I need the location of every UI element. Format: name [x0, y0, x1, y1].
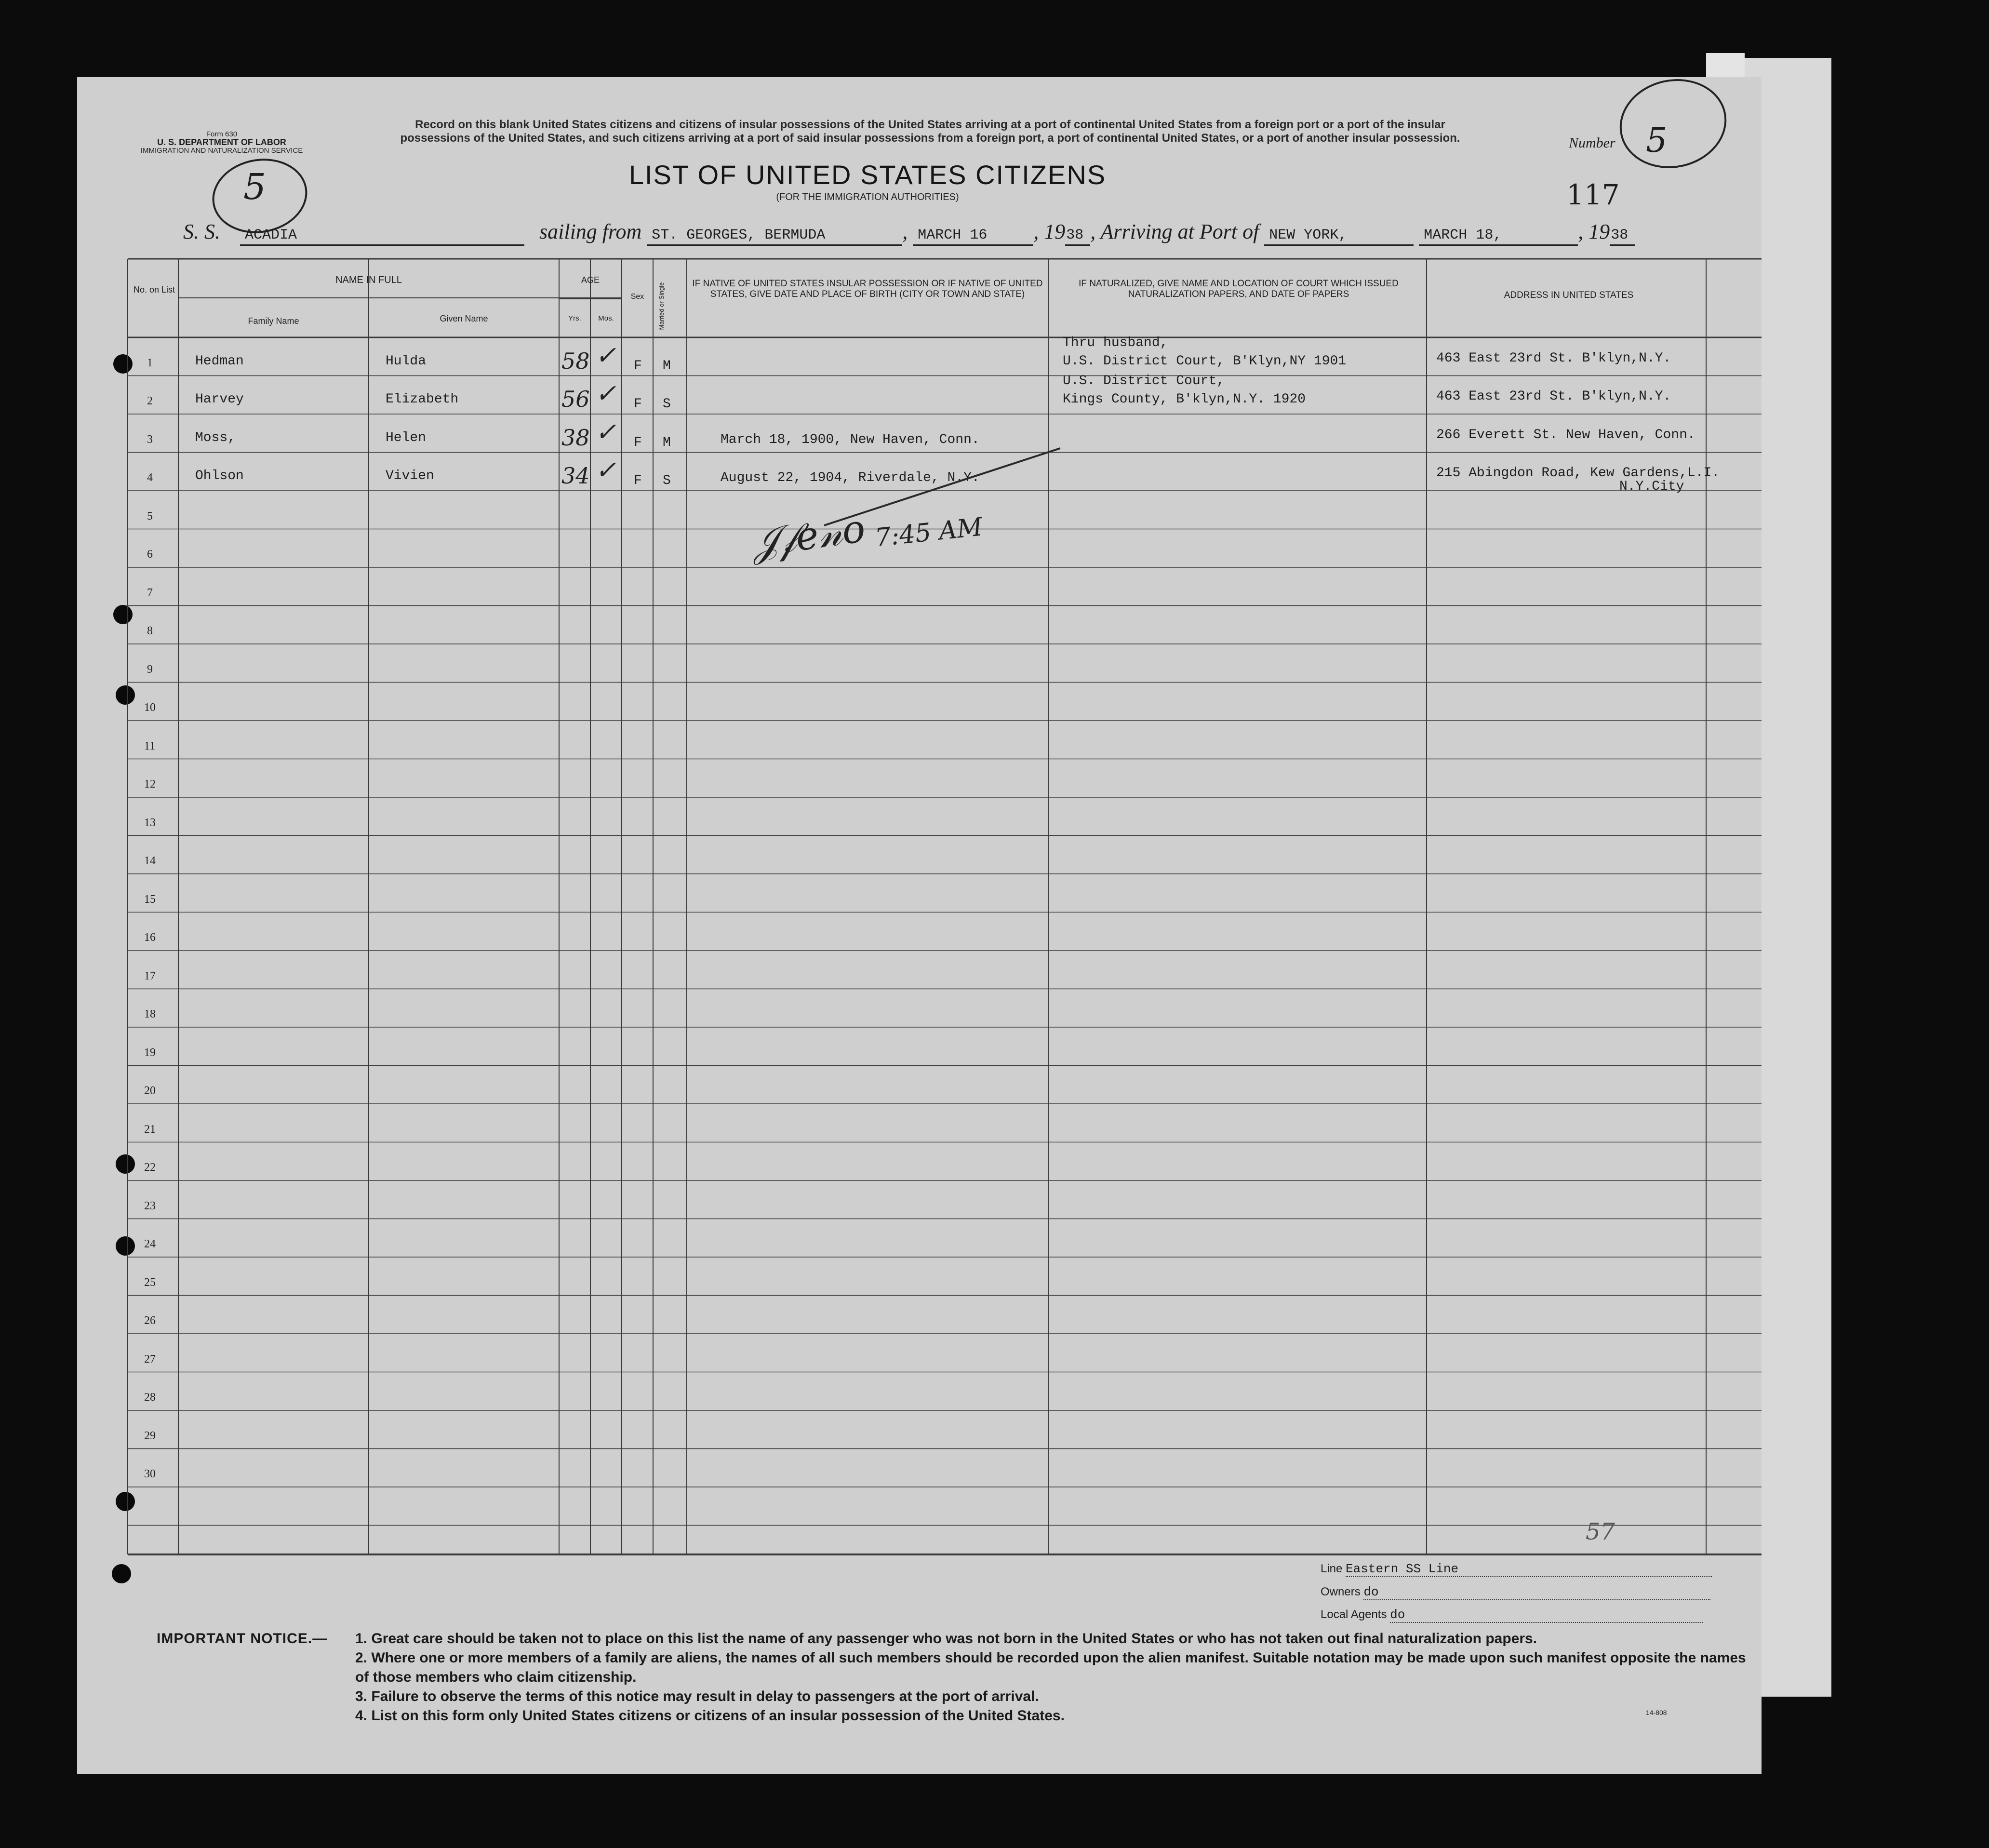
- sailing-label: sailing from: [539, 220, 642, 243]
- header-mos: Mos.: [598, 314, 614, 322]
- row-number: 1: [147, 356, 153, 369]
- address: 463 East 23rd St. B'klyn,N.Y.: [1436, 389, 1671, 404]
- row-number: 30: [144, 1468, 156, 1480]
- notice-heading: IMPORTANT NOTICE.—: [157, 1631, 328, 1647]
- service-name: IMMIGRATION AND NATURALIZATION SERVICE: [140, 147, 303, 155]
- row-number: 21: [144, 1123, 156, 1136]
- check-mark-icon: ✓: [595, 379, 616, 408]
- row-number: 13: [144, 816, 156, 829]
- row-number: 5: [147, 509, 153, 522]
- local-agents-label: Local Agents: [1321, 1608, 1387, 1621]
- page-number: 117: [1566, 178, 1620, 211]
- row-number: 4: [147, 471, 153, 484]
- handwritten-time-note: 7:45 AM: [873, 512, 984, 553]
- line-label: Line: [1321, 1562, 1343, 1575]
- sex: F: [634, 473, 642, 488]
- arriving-label: Arriving at Port of: [1100, 220, 1259, 243]
- header-yrs: Yrs.: [568, 314, 581, 322]
- row-number: 7: [147, 586, 153, 599]
- ss-label: S. S.: [183, 220, 220, 243]
- department-name: U. S. DEPARTMENT OF LABOR: [157, 137, 286, 147]
- arrival-year: 38: [1610, 224, 1635, 246]
- sail-year-prefix: 19: [1044, 220, 1066, 243]
- row-number: 16: [144, 931, 156, 944]
- check-mark-icon: ✓: [595, 456, 616, 485]
- sail-date: MARCH 16: [913, 224, 1033, 246]
- address: 215 Abingdon Road, Kew Gardens,L.I.: [1436, 466, 1720, 481]
- age-years: 56: [561, 386, 590, 412]
- page-title: LIST OF UNITED STATES CITIZENS: [628, 160, 1107, 190]
- number-value: 5: [1646, 121, 1668, 160]
- line-value: Eastern SS Line: [1346, 1562, 1712, 1577]
- sex: F: [634, 435, 642, 450]
- row-number: 6: [147, 548, 153, 561]
- stamp-count: 57: [1586, 1518, 1615, 1545]
- given-name: Vivien: [386, 469, 434, 483]
- handwritten-strike-line: [819, 443, 1070, 540]
- circled-mark: 5: [243, 166, 267, 208]
- row-number: 25: [144, 1276, 156, 1289]
- check-mark-icon: ✓: [595, 341, 616, 370]
- row-number: 18: [144, 1008, 156, 1020]
- row-number: 26: [144, 1314, 156, 1327]
- birth-place: March 18, 1900, New Haven, Conn.: [721, 432, 980, 447]
- marital-status: S: [663, 397, 671, 412]
- row-number: 10: [144, 701, 156, 714]
- local-agents-value: do: [1390, 1607, 1703, 1623]
- notice-item: 2. Where one or more members of a family are aliens, the names of all such members should be recorded upon the alien manifest. Suitable notation may be made upon such manifest opposite the names of those members who claim citizenship.: [355, 1650, 1746, 1685]
- marital-status: M: [663, 435, 671, 450]
- marital-status: M: [663, 358, 671, 374]
- age-years: 34: [561, 463, 590, 489]
- owners-value: do: [1363, 1585, 1710, 1600]
- header-family-name: Family Name: [248, 316, 299, 326]
- header-age: AGE: [581, 275, 600, 285]
- row-number: 27: [144, 1353, 156, 1366]
- row-number: 24: [144, 1238, 156, 1250]
- voyage-line: S. S. ACADIA sailing from ST. GEORGES, BERMUDA , MARCH 16 , 1938 , Arriving at Port of NEW YORK, MARCH 18, , 1938: [183, 219, 1635, 246]
- naturalization-line1: Thru husband,: [1063, 335, 1168, 350]
- given-name: Hulda: [386, 353, 427, 369]
- family-name: Harvey: [195, 392, 244, 407]
- marital-status: S: [663, 473, 671, 488]
- sex: F: [634, 358, 642, 374]
- row-number: 19: [144, 1046, 156, 1059]
- notice-item: 3. Failure to observe the terms of this notice may result in delay to passengers at the port of arrival.: [355, 1688, 1039, 1704]
- row-number: 20: [144, 1085, 156, 1097]
- handwritten-signature: 𝒥𝒻𝑒𝓃𝑜: [749, 506, 868, 566]
- header-no: No. on List: [133, 285, 175, 295]
- family-name: Moss,: [195, 430, 236, 445]
- row-number: 11: [144, 739, 156, 752]
- given-name: Elizabeth: [386, 392, 459, 407]
- row-number: 3: [147, 433, 153, 446]
- sail-year: 38: [1065, 224, 1090, 246]
- naturalization-line2: Kings County, B'klyn,N.Y. 1920: [1063, 392, 1306, 407]
- address: 463 East 23rd St. B'klyn,N.Y.: [1436, 350, 1671, 366]
- address-line2: N.Y.City: [1619, 479, 1684, 494]
- naturalization-line2: U.S. District Court, B'Klyn,NY 1901: [1063, 353, 1347, 369]
- age-years: 38: [561, 424, 590, 451]
- form-number: Form 630: [206, 130, 238, 138]
- from-port: ST. GEORGES, BERMUDA: [647, 224, 902, 246]
- row-number: 29: [144, 1429, 156, 1442]
- header-naturalized: IF NATURALIZED, GIVE NAME AND LOCATION OF COURT WHICH ISSUED NATURALIZATION PAPERS, AND DATE OF PAPERS: [1079, 279, 1399, 299]
- row-number: 17: [144, 969, 156, 982]
- arrival-port: NEW YORK,: [1264, 224, 1414, 246]
- sex: F: [634, 397, 642, 412]
- header-name-in-full: NAME IN FULL: [335, 275, 402, 285]
- address: 266 Everett St. New Haven, Conn.: [1436, 427, 1695, 442]
- naturalization-line1: U.S. District Court,: [1063, 374, 1225, 388]
- arrival-date: MARCH 18,: [1419, 224, 1578, 246]
- page-subtitle: (FOR THE IMMIGRATION AUTHORITIES): [776, 192, 959, 202]
- row-number: 28: [144, 1391, 156, 1404]
- row-number: 14: [144, 855, 156, 867]
- row-number: 12: [144, 778, 156, 790]
- header-sex: Sex: [630, 293, 644, 301]
- check-mark-icon: ✓: [595, 417, 616, 447]
- family-name: Ohlson: [195, 469, 244, 483]
- notice-item: 1. Great care should be taken not to place on this list the name of any passenger who was not born in the United States or who has not taken out final naturalization papers.: [355, 1631, 1537, 1647]
- row-number: 23: [144, 1199, 156, 1212]
- header-given-name: Given Name: [440, 314, 488, 323]
- age-years: 58: [561, 348, 590, 374]
- row-number: 15: [144, 893, 156, 906]
- ship-name: ACADIA: [240, 224, 524, 246]
- row-number: 22: [144, 1161, 156, 1174]
- given-name: Helen: [386, 430, 427, 445]
- header-married: Married or Single: [658, 282, 665, 330]
- notice-items: [355, 1629, 1753, 1726]
- number-label: Number: [1569, 135, 1615, 151]
- row-number: 8: [147, 625, 153, 637]
- row-number: 2: [147, 395, 153, 407]
- owners-label: Owners: [1321, 1585, 1361, 1598]
- header-birth: IF NATIVE OF UNITED STATES INSULAR POSSESSION OR IF NATIVE OF UNITED STATES, GIVE DATE AND PLACE OF BIRTH (CITY OR TOWN AND STATE): [692, 279, 1043, 299]
- family-name: Hedman: [195, 353, 244, 369]
- birth-place: August 22, 1904, Riverdale, N.Y.: [721, 470, 980, 485]
- row-number: 9: [147, 663, 153, 676]
- notice-item: 4. List on this form only United States citizens or citizens of an insular possession of the United States.: [355, 1708, 1065, 1724]
- header-address: ADDRESS IN UNITED STATES: [1504, 290, 1634, 300]
- intro-text: Record on this blank United States citizens and citizens of insular possessions of the United States arriving at a port of continental United States from a foreign port or a port of the insular possessions of the United States, and such citizens arriving at a port of said insular possessions from a foreign port, a port of continental United States, or a port of another insular possession.: [400, 118, 1460, 145]
- footer-code: 14-808: [1646, 1709, 1667, 1716]
- arrival-year-prefix: 19: [1589, 220, 1610, 243]
